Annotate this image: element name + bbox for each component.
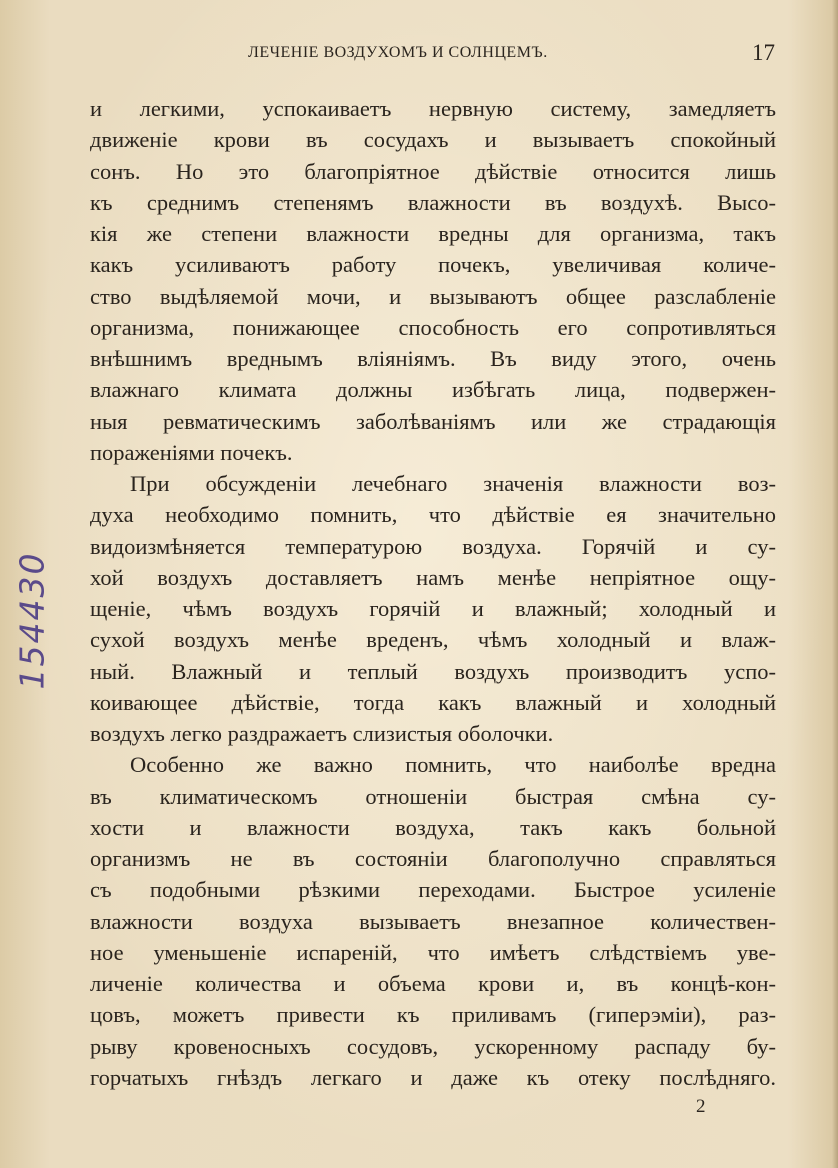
text-line: движеніе крови въ сосудахъ и вызываетъ спокойный bbox=[90, 127, 776, 153]
text-line: сонъ. Но это благопріятное дѣйствіе относится лишь bbox=[90, 158, 776, 184]
text-line: хости и влажности воздуха, такъ какъ больной bbox=[90, 814, 776, 840]
text-line: коивающее дѣйствіе, тогда какъ влажный и холодный bbox=[90, 689, 776, 715]
text-line: личеніе количества и объема крови и, въ концѣ-кон- bbox=[90, 971, 776, 996]
text-line: организмъ не въ состояніи благополучно справляться bbox=[90, 846, 776, 871]
text-line: горчатыхъ гнѣздъ легкаго и даже къ отеку послѣдняго. bbox=[90, 1064, 776, 1090]
text-line: внѣшнимъ вреднымъ вліяніямъ. Въ виду этого, очень bbox=[90, 346, 776, 371]
text-line: сухой воздухъ менѣе вреденъ, чѣмъ холодный и влаж- bbox=[90, 627, 776, 653]
text-line: какъ усиливаютъ работу почекъ, увеличивая количе- bbox=[90, 252, 776, 278]
text-line: рыву кровеносныхъ сосудовъ, ускоренному распаду бу- bbox=[90, 1033, 776, 1059]
page-number: 17 bbox=[752, 40, 775, 65]
text-line: видоизмѣняется температурою воздуха. Горячій и су- bbox=[90, 533, 776, 559]
text-line: влажнаго климата должны избѣгать лица, подвержен- bbox=[90, 377, 776, 403]
text-line: При обсужденіи лечебнаго значенія влажности воз- bbox=[130, 471, 776, 496]
inventory-stamp bbox=[10, 540, 54, 700]
text-line: и легкими, успокаиваетъ нервную систему, замедляетъ bbox=[90, 96, 776, 121]
text-line: щеніе, чѣмъ воздухъ горячій и влажный; холодный и bbox=[90, 596, 776, 621]
text-line: цовъ, можетъ привести къ приливамъ (гиперэміи), раз- bbox=[90, 1002, 776, 1028]
text-line: ство выдѣляемой мочи, и вызываютъ общее разслабленіе bbox=[90, 283, 776, 309]
text-line: организма, понижающее способность его сопротивляться bbox=[90, 314, 776, 340]
text-line: ное уменьшеніе испареній, что имѣетъ слѣдствіемъ уве- bbox=[90, 939, 776, 965]
text-line: съ подобными рѣзкими переходами. Быстрое усиленіе bbox=[90, 877, 776, 903]
signature-mark: 2 bbox=[696, 1096, 706, 1117]
text-line: ный. Влажный и теплый воздухъ производитъ успо- bbox=[90, 658, 776, 684]
text-line: къ среднимъ степенямъ влажности въ воздухѣ. Высо- bbox=[90, 189, 776, 215]
text-line: ныя ревматическимъ заболѣваніямъ или же страдающія bbox=[90, 408, 776, 434]
text-line: Особенно же важно помнить, что наиболѣе вредна bbox=[130, 752, 776, 778]
text-line: воздухъ легко раздражаетъ слизистыя оболочки. bbox=[90, 721, 554, 746]
text-line: пораженіями почекъ. bbox=[90, 439, 293, 465]
inventory-number: 154430 bbox=[12, 551, 52, 689]
text-line: духа необходимо помнить, что дѣйствіе ея значительно bbox=[90, 502, 776, 528]
text-line: влажности воздуха вызываетъ внезапное количествен- bbox=[90, 908, 776, 934]
text-line: кія же степени влажности вредны для организма, такъ bbox=[90, 221, 776, 246]
text-line: хой воздухъ доставляетъ намъ менѣе непріятное ощу- bbox=[90, 564, 776, 590]
body-text bbox=[90, 93, 776, 1093]
page-edge-shadow bbox=[832, 0, 838, 1168]
text-line: въ климатическомъ отношеніи быстрая смѣна су- bbox=[90, 783, 776, 809]
running-title: ЛЕЧЕНІЕ ВОЗДУХОМЪ И СОЛНЦЕМЪ. bbox=[248, 44, 548, 61]
